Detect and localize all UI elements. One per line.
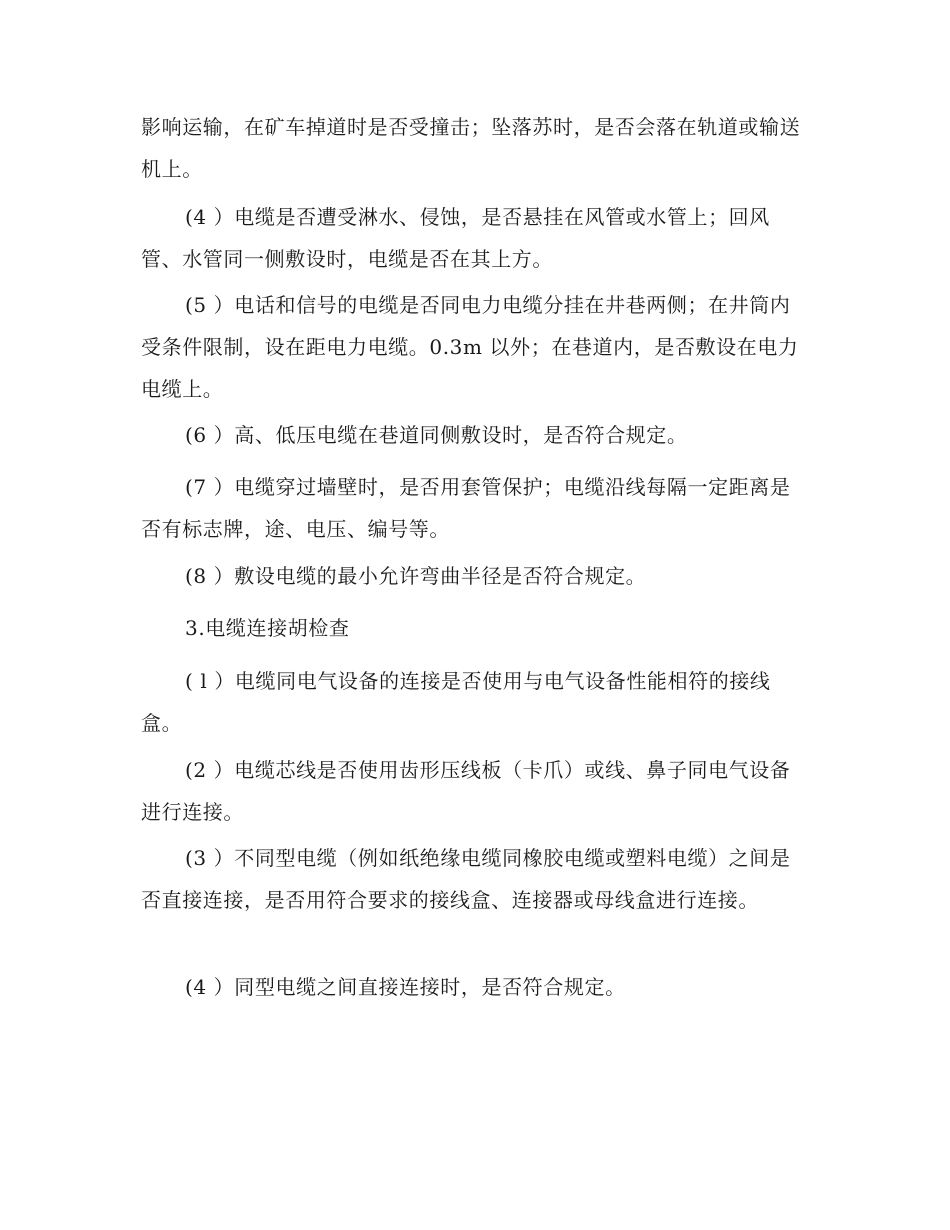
paragraph-item-8: (8 ）敷设电缆的最小允许弯曲半径是否符合规定。 bbox=[185, 564, 647, 588]
paragraph-continuation: 影响运输，在矿车掉道时是否受撞击；坠落苏时，是否会落在轨道或输送机上。 bbox=[141, 115, 801, 181]
paragraph-item-3: (3 ）不同型电缆（例如纸绝缘电缆同橡胶电缆或塑料电缆）之间是否直接连接，是否用符合要求的接线盒、连接器或母线盒进行连接。 bbox=[141, 846, 791, 912]
paragraph-item-5: (5 ）电话和信号的电缆是否同电力电缆分挂在井巷两侧；在井筒内受条件限制，设在距电力电缆。0.3m 以外；在巷道内，是否敷设在电力电缆上。 bbox=[141, 293, 799, 401]
paragraph-item-6: (6 ）高、低压电缆在巷道同侧敷设时，是否符合规定。 bbox=[185, 423, 688, 447]
paragraph-item-1: ( l ）电缆同电气设备的连接是否使用与电气设备性能相符的接线盒。 bbox=[141, 669, 771, 735]
paragraph-item-2: (2 ）电缆芯线是否使用齿形压线板（卡爪）或线、鼻子同电气设备进行连接。 bbox=[141, 758, 791, 824]
section-heading: 3.电缆连接胡检查 bbox=[185, 616, 350, 640]
paragraph-item-4b: (4 ）同型电缆之间直接连接时，是否符合规定。 bbox=[185, 975, 626, 999]
paragraph-item-7: (7 ）电缆穿过墙壁时，是否用套管保护；电缆沿线每隔一定距离是否有标志牌，途、电压、编号等。 bbox=[141, 475, 791, 541]
paragraph-item-4: (4 ）电缆是否遭受淋水、侵蚀，是否悬挂在风管或水管上；回风管、水管同一侧敷设时，电缆是否在其上方。 bbox=[141, 205, 770, 271]
